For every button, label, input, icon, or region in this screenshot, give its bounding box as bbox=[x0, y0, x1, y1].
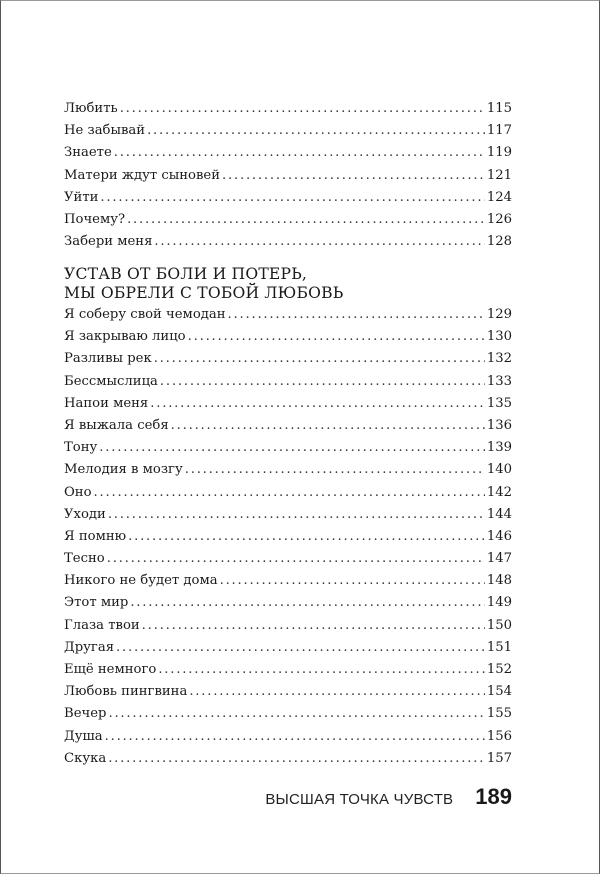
toc-entry-page: 126 bbox=[486, 211, 512, 227]
toc-entry-page: 132 bbox=[486, 351, 512, 367]
leader-dots bbox=[127, 209, 485, 231]
leader-dots bbox=[105, 726, 485, 748]
leader-dots bbox=[128, 526, 485, 548]
toc-entry-title: Забери меня bbox=[64, 234, 153, 250]
leader-dots bbox=[100, 187, 484, 209]
toc-entry bbox=[64, 482, 512, 504]
toc-entry-title: Я закрываю лицо bbox=[64, 329, 186, 345]
toc-entry bbox=[64, 120, 512, 142]
toc-entry bbox=[64, 393, 512, 415]
toc-entry-page: 121 bbox=[486, 167, 512, 183]
toc-entry bbox=[64, 615, 512, 637]
toc-entry bbox=[64, 570, 512, 592]
section-heading-line-2: МЫ ОБРЕЛИ С ТОБОЙ ЛЮБОВЬ bbox=[64, 284, 344, 302]
toc-entry-title: Уходи bbox=[64, 506, 106, 522]
toc-entry bbox=[64, 98, 512, 120]
toc-entry bbox=[64, 703, 512, 725]
toc-entry-title: Я помню bbox=[64, 528, 127, 544]
toc-entry-page: 115 bbox=[486, 101, 512, 116]
toc-entry-title: Я выжала себя bbox=[64, 417, 169, 433]
toc-entry-title: Другая bbox=[64, 639, 115, 655]
leader-dots bbox=[188, 326, 485, 348]
toc-second-block bbox=[64, 304, 512, 770]
leader-dots bbox=[158, 659, 485, 681]
toc-entry-title: Разливы рек bbox=[64, 351, 152, 367]
leader-dots bbox=[94, 482, 485, 504]
leader-dots bbox=[222, 165, 485, 187]
toc-entry-title: Уйти bbox=[64, 189, 99, 205]
toc-entry bbox=[64, 415, 512, 437]
toc-entry bbox=[64, 748, 512, 770]
toc-entry-title: Не забывай bbox=[64, 123, 146, 139]
toc-entry bbox=[64, 637, 512, 659]
leader-dots bbox=[107, 548, 485, 570]
toc-entry bbox=[64, 681, 512, 703]
page-number: 189 bbox=[475, 784, 512, 809]
toc-entry-page: 157 bbox=[486, 750, 512, 766]
toc-entry-title: Напои меня bbox=[64, 395, 149, 411]
toc-entry bbox=[64, 165, 512, 187]
leader-dots bbox=[108, 703, 484, 725]
leader-dots bbox=[142, 615, 485, 637]
toc-entry-page: 128 bbox=[486, 234, 512, 250]
toc-entry-page: 119 bbox=[486, 145, 512, 161]
toc-entry-page: 146 bbox=[486, 528, 512, 544]
toc-entry-title: Глаза твои bbox=[64, 617, 140, 633]
toc-entry bbox=[64, 304, 512, 326]
toc-entry bbox=[64, 726, 512, 748]
toc-entry-title: Вечер bbox=[64, 706, 107, 722]
toc-entry-title: Душа bbox=[64, 728, 103, 744]
toc-entry bbox=[64, 548, 512, 570]
leader-dots bbox=[99, 437, 485, 459]
toc-entry-page: 148 bbox=[486, 573, 512, 589]
toc-entry-title: Знаете bbox=[64, 145, 112, 161]
leader-dots bbox=[160, 371, 485, 393]
leader-dots bbox=[185, 459, 485, 481]
leader-dots bbox=[171, 415, 485, 437]
toc-entry-page: 152 bbox=[486, 662, 512, 677]
toc-entry bbox=[64, 504, 512, 526]
toc-entry-page: 151 bbox=[486, 639, 512, 655]
toc-entry bbox=[64, 592, 512, 614]
section-heading bbox=[64, 265, 512, 303]
toc-entry-title: Оно bbox=[64, 484, 92, 500]
toc-first-block bbox=[64, 98, 512, 253]
toc-entry bbox=[64, 348, 512, 370]
toc-entry-title: Бессмыслица bbox=[64, 373, 158, 389]
toc-entry-page: 154 bbox=[486, 684, 512, 700]
toc-entry-page: 150 bbox=[486, 617, 512, 633]
toc-entry bbox=[64, 659, 512, 681]
toc-entry bbox=[64, 437, 512, 459]
toc-entry-page: 130 bbox=[486, 329, 512, 345]
toc-entry bbox=[64, 459, 512, 481]
toc-entry-page: 136 bbox=[486, 417, 512, 433]
toc-entry bbox=[64, 209, 512, 231]
toc-entry bbox=[64, 526, 512, 548]
toc-entry-page: 147 bbox=[486, 551, 512, 567]
toc-entry bbox=[64, 231, 512, 253]
toc-entry-page: 155 bbox=[486, 706, 512, 722]
leader-dots bbox=[116, 637, 485, 659]
leader-dots bbox=[120, 98, 485, 120]
toc-entry-page: 117 bbox=[486, 123, 512, 139]
toc-entry-page: 149 bbox=[486, 595, 512, 611]
toc-entry-title: Любить bbox=[64, 101, 118, 116]
toc-entry-title: Любовь пингвина bbox=[64, 684, 188, 700]
toc-entry bbox=[64, 142, 512, 164]
toc-entry-title: Никого не будет дома bbox=[64, 573, 218, 589]
leader-dots bbox=[154, 348, 485, 370]
toc-entry-title: Мелодия в мозгу bbox=[64, 462, 183, 478]
toc-entry-title: Почему? bbox=[64, 211, 126, 227]
toc-entry bbox=[64, 187, 512, 209]
toc-entry-page: 144 bbox=[486, 506, 512, 522]
leader-dots bbox=[108, 748, 485, 770]
toc-entry-page: 139 bbox=[486, 440, 512, 456]
leader-dots bbox=[108, 504, 485, 526]
toc-entry-title: Тону bbox=[64, 440, 98, 456]
leader-dots bbox=[150, 393, 485, 415]
toc-entry-page: 156 bbox=[486, 728, 512, 744]
leader-dots bbox=[147, 120, 485, 142]
toc-entry-title: Тесно bbox=[64, 551, 105, 567]
toc-entry-page: 142 bbox=[486, 484, 512, 500]
toc-entry-title: Скука bbox=[64, 750, 107, 766]
toc-entry bbox=[64, 371, 512, 393]
leader-dots bbox=[220, 570, 485, 592]
toc-entry-page: 135 bbox=[486, 395, 512, 411]
leader-dots bbox=[130, 592, 485, 614]
toc-entry bbox=[64, 326, 512, 348]
leader-dots bbox=[114, 142, 485, 164]
toc-entry-title: Матери ждут сыновей bbox=[64, 167, 221, 183]
running-title: ВЫСШАЯ ТОЧКА ЧУВСТВ bbox=[265, 791, 454, 808]
page-footer bbox=[265, 784, 512, 810]
leader-dots bbox=[189, 681, 485, 703]
toc-entry-title: Я соберу свой чемодан bbox=[64, 307, 226, 322]
toc-entry-page: 140 bbox=[486, 462, 512, 478]
section-heading-line-1: УСТАВ ОТ БОЛИ И ПОТЕРЬ, bbox=[64, 265, 308, 283]
leader-dots bbox=[154, 231, 484, 253]
toc-entry-page: 129 bbox=[486, 307, 512, 322]
toc-entry-page: 133 bbox=[486, 373, 512, 389]
toc-entry-title: Этот мир bbox=[64, 595, 129, 611]
toc-entry-title: Ещё немного bbox=[64, 662, 157, 677]
toc-entry-page: 124 bbox=[486, 189, 512, 205]
leader-dots bbox=[228, 304, 485, 326]
